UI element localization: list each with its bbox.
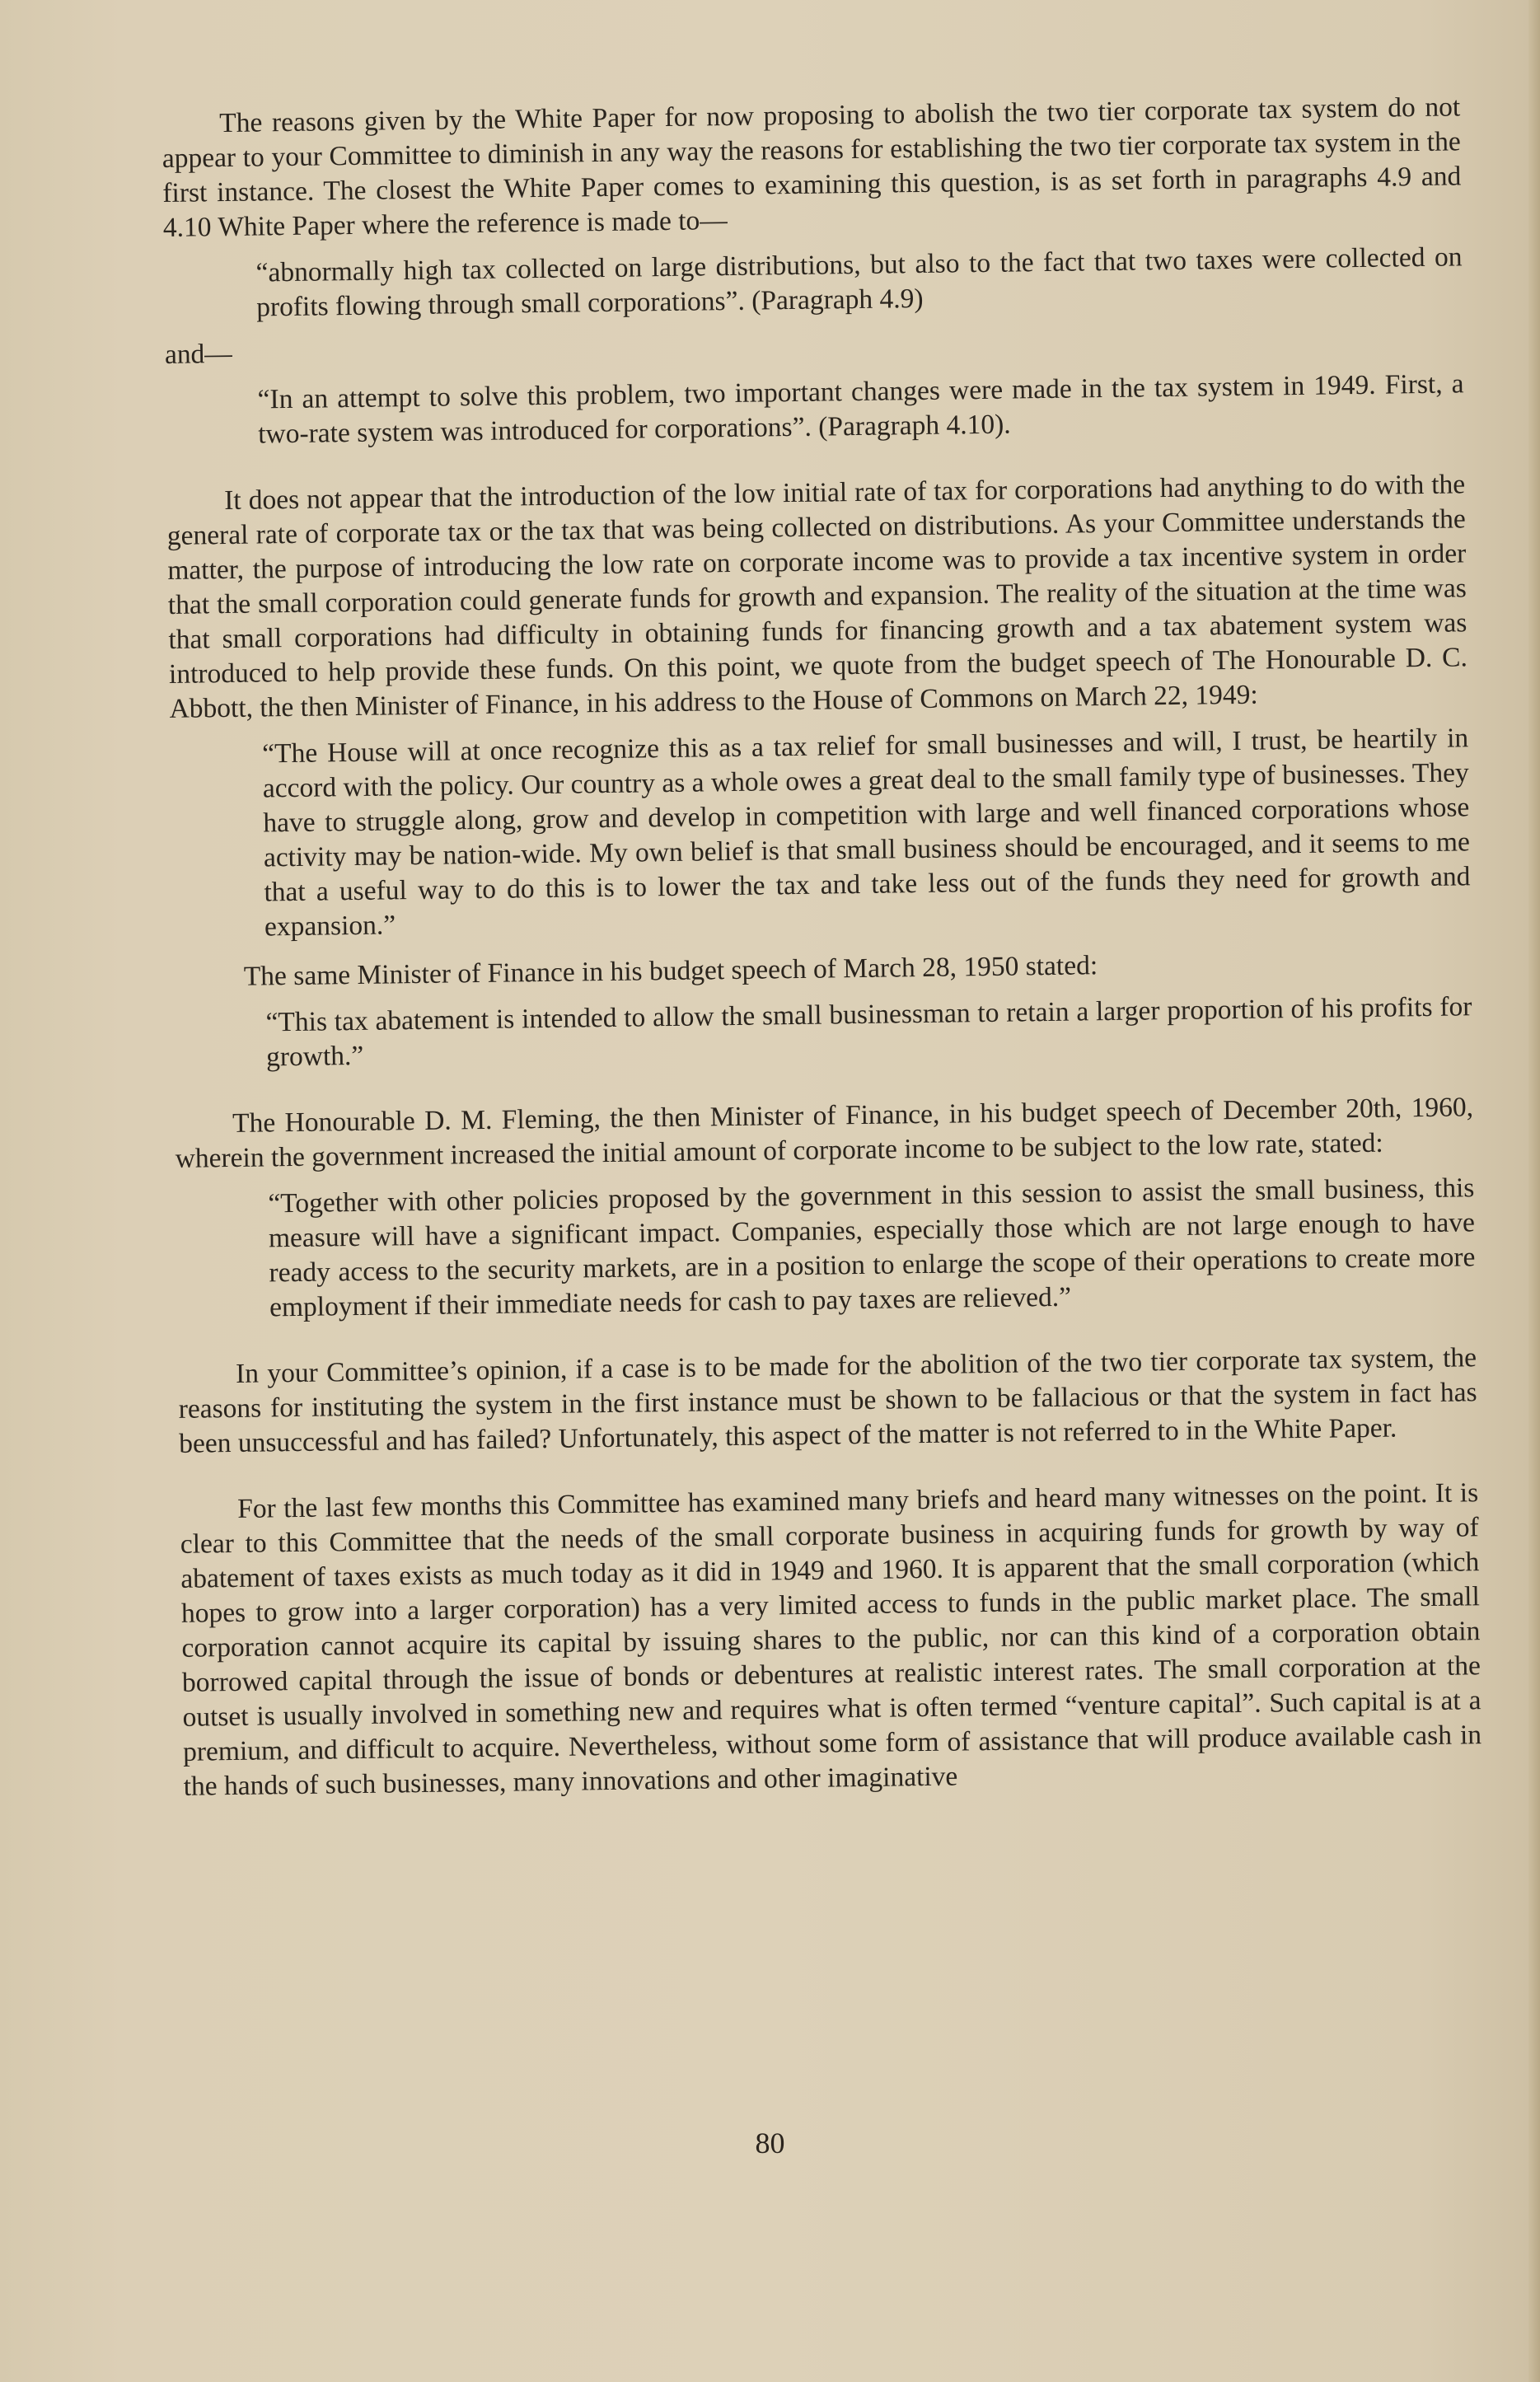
quote-paragraph-4-10: “In an attempt to solve this problem, two important changes were made in the tax system in 1949. First, a two-rate system was introduced for corporations”. (Paragraph 4.10). [257, 368, 1464, 450]
quote-fleming-1960: “Together with other policies proposed by the government in this session to assist the small business, this measure will have a significant impact. Companies, especially those which are not large enough to have ready access to the security markets, are in a position to enlarge the scope of their operations to create more employment if their immediate needs for cash to pay taxes are relieved.” [268, 1172, 1476, 1323]
paragraph-same-minister: The same Minister of Finance in his budget speech of March 28, 1950 stated: [243, 950, 1098, 992]
body-text [161, 90, 1482, 1804]
paragraph-last-few-months: For the last few months this Committee has examined many briefs and heard many witnesses on the point. It is clear to this Committee that the needs of the small corporate business in acquiring funds for growth by way of abatement of taxes exists as much today as it did in 1949 and 1960. It is apparent that the small corporation (which hopes to grow into a larger corporation) has a very limited access to funds in the public market place. The small corporation cannot acquire its capital by issuing shares to the public, nor can this kind of a corporation obtain borrowed capital through the issue of bonds or debentures at realistic interest rates. The small corporation at the outset is usually involved in something new and requires what is often termed “venture capital”. Such capital is at a premium, and difficult to acquire. Nevertheless, without some form of assistance that will produce available cash in the hands of such businesses, many innovations and other imaginative [180, 1477, 1482, 1802]
paragraph-reasons: The reasons given by the White Paper for now proposing to abolish the two tier corporate tax system do not appear to your Committee to diminish in any way the reasons for establishing the two tier corporate tax system in the first instance. The closest the White Paper comes to examining this question, is as set forth in paragraphs 4.9 and 4.10 White Paper where the reference is made to— [161, 91, 1462, 243]
paragraph-fleming: The Honourable D. M. Fleming, the then Minister of Finance, in his budget speech of December 20th, 1960, wherein the government increased the initial amount of corporate income to be subject to the low rate, stated: [175, 1092, 1474, 1174]
page-number: 80 [755, 2127, 785, 2160]
paragraph-low-initial-rate: It does not appear that the introduction of the low initial rate of tax for corporations had anything to do with the general rate of corporate tax or the tax that was being collected on distributions. As your Committee understands the matter, the purpose of introducing the low rate on corporate income was to provide a tax incentive system in order that the small corporation could generate funds for growth and expansion. The reality of the situation at the time was that small corporations had difficulty in obtaining funds for financing growth and a tax abatement system was introduced to help provide these funds. On this point, we quote from the budget speech of The Honourable D. C. Abbott, the then Minister of Finance, in his address to the House of Commons on March 22, 1949: [166, 469, 1468, 724]
quote-paragraph-4-9: “abnormally high tax collected on large distributions, but also to the fact that two taxes were collected on profits flowing through small corporations”. (Paragraph 4.9) [255, 241, 1463, 323]
quote-abbott-1950: “This tax abatement is intended to allow the small businessman to retain a larger proportion of his profits for growth.” [265, 991, 1472, 1073]
and-connector: and— [164, 338, 233, 370]
quote-abbott-1949: “The House will at once recognize this as a tax relief for small businesses and will, I trust, be heartily in accord with the policy. Our country as a whole owes a great deal to the small family type of businesses. They have to struggle along, grow and develop in competition with large and well financed corporations whose activity may be nation-wide. My own belief is that small business should be encouraged, and it seems to me that a useful way to do this is to lower the tax and take less out of the funds they need for growth and expansion.” [262, 723, 1471, 943]
page-edge [1528, 0, 1540, 2382]
paragraph-committee-opinion: In your Committee’s opinion, if a case is to be made for the abolition of the two tier corporate tax system, the reasons for instituting the system in the first instance must be shown to be fallacious or that the system in fact has been unsuccessful and has failed? Unfortunately, this aspect of the matter is not referred to in the White Paper. [178, 1342, 1477, 1459]
